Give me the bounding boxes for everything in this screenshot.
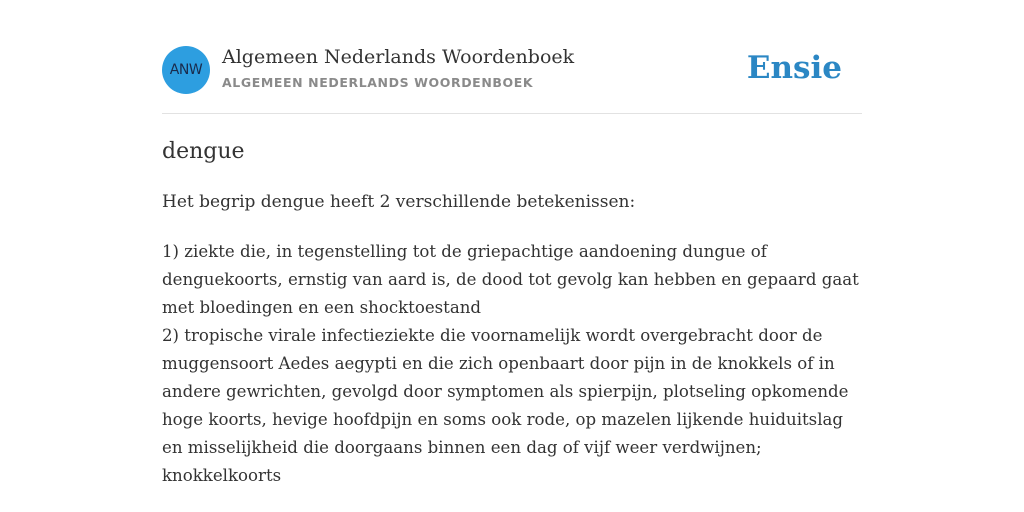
meaning-item: 1) ziekte die, in tegenstelling tot de griepachtige aandoening dungue of denguekoorts, ernstig van aard is, de dood tot gevolg kan hebben en gepaard gaat met bloedingen en een shocktoestand: [162, 242, 859, 317]
anw-logo[interactable]: [162, 46, 210, 94]
source-subtitle: ALGEMEEN NEDERLANDS WOORDENBOEK: [222, 75, 534, 90]
page-title: dengue: [162, 139, 245, 164]
intro-text: Het begrip dengue heeft 2 verschillende betekenissen:: [162, 192, 636, 212]
meanings-list: [162, 238, 862, 490]
ensie-brand-logo[interactable]: Ensie: [746, 50, 842, 86]
logo-text: ANW: [169, 62, 203, 78]
divider: [162, 113, 862, 114]
source-title[interactable]: Algemeen Nederlands Woordenboek: [222, 46, 575, 68]
header: [162, 46, 862, 96]
meaning-item: 2) tropische virale infectieziekte die voornamelijk wordt overgebracht door de muggensoort Aedes aegypti en die zich openbaart door pijn in de knokkels of in andere gewrichten, gevolgd door symptomen als spierpijn, plotseling opkomende hoge koorts, hevige hoofdpijn en soms ook rode, op mazelen lijkende huiduitslag en misselijkheid die doorgaans binnen een dag of vijf weer verdwijnen; knokkelkoorts: [162, 326, 849, 485]
